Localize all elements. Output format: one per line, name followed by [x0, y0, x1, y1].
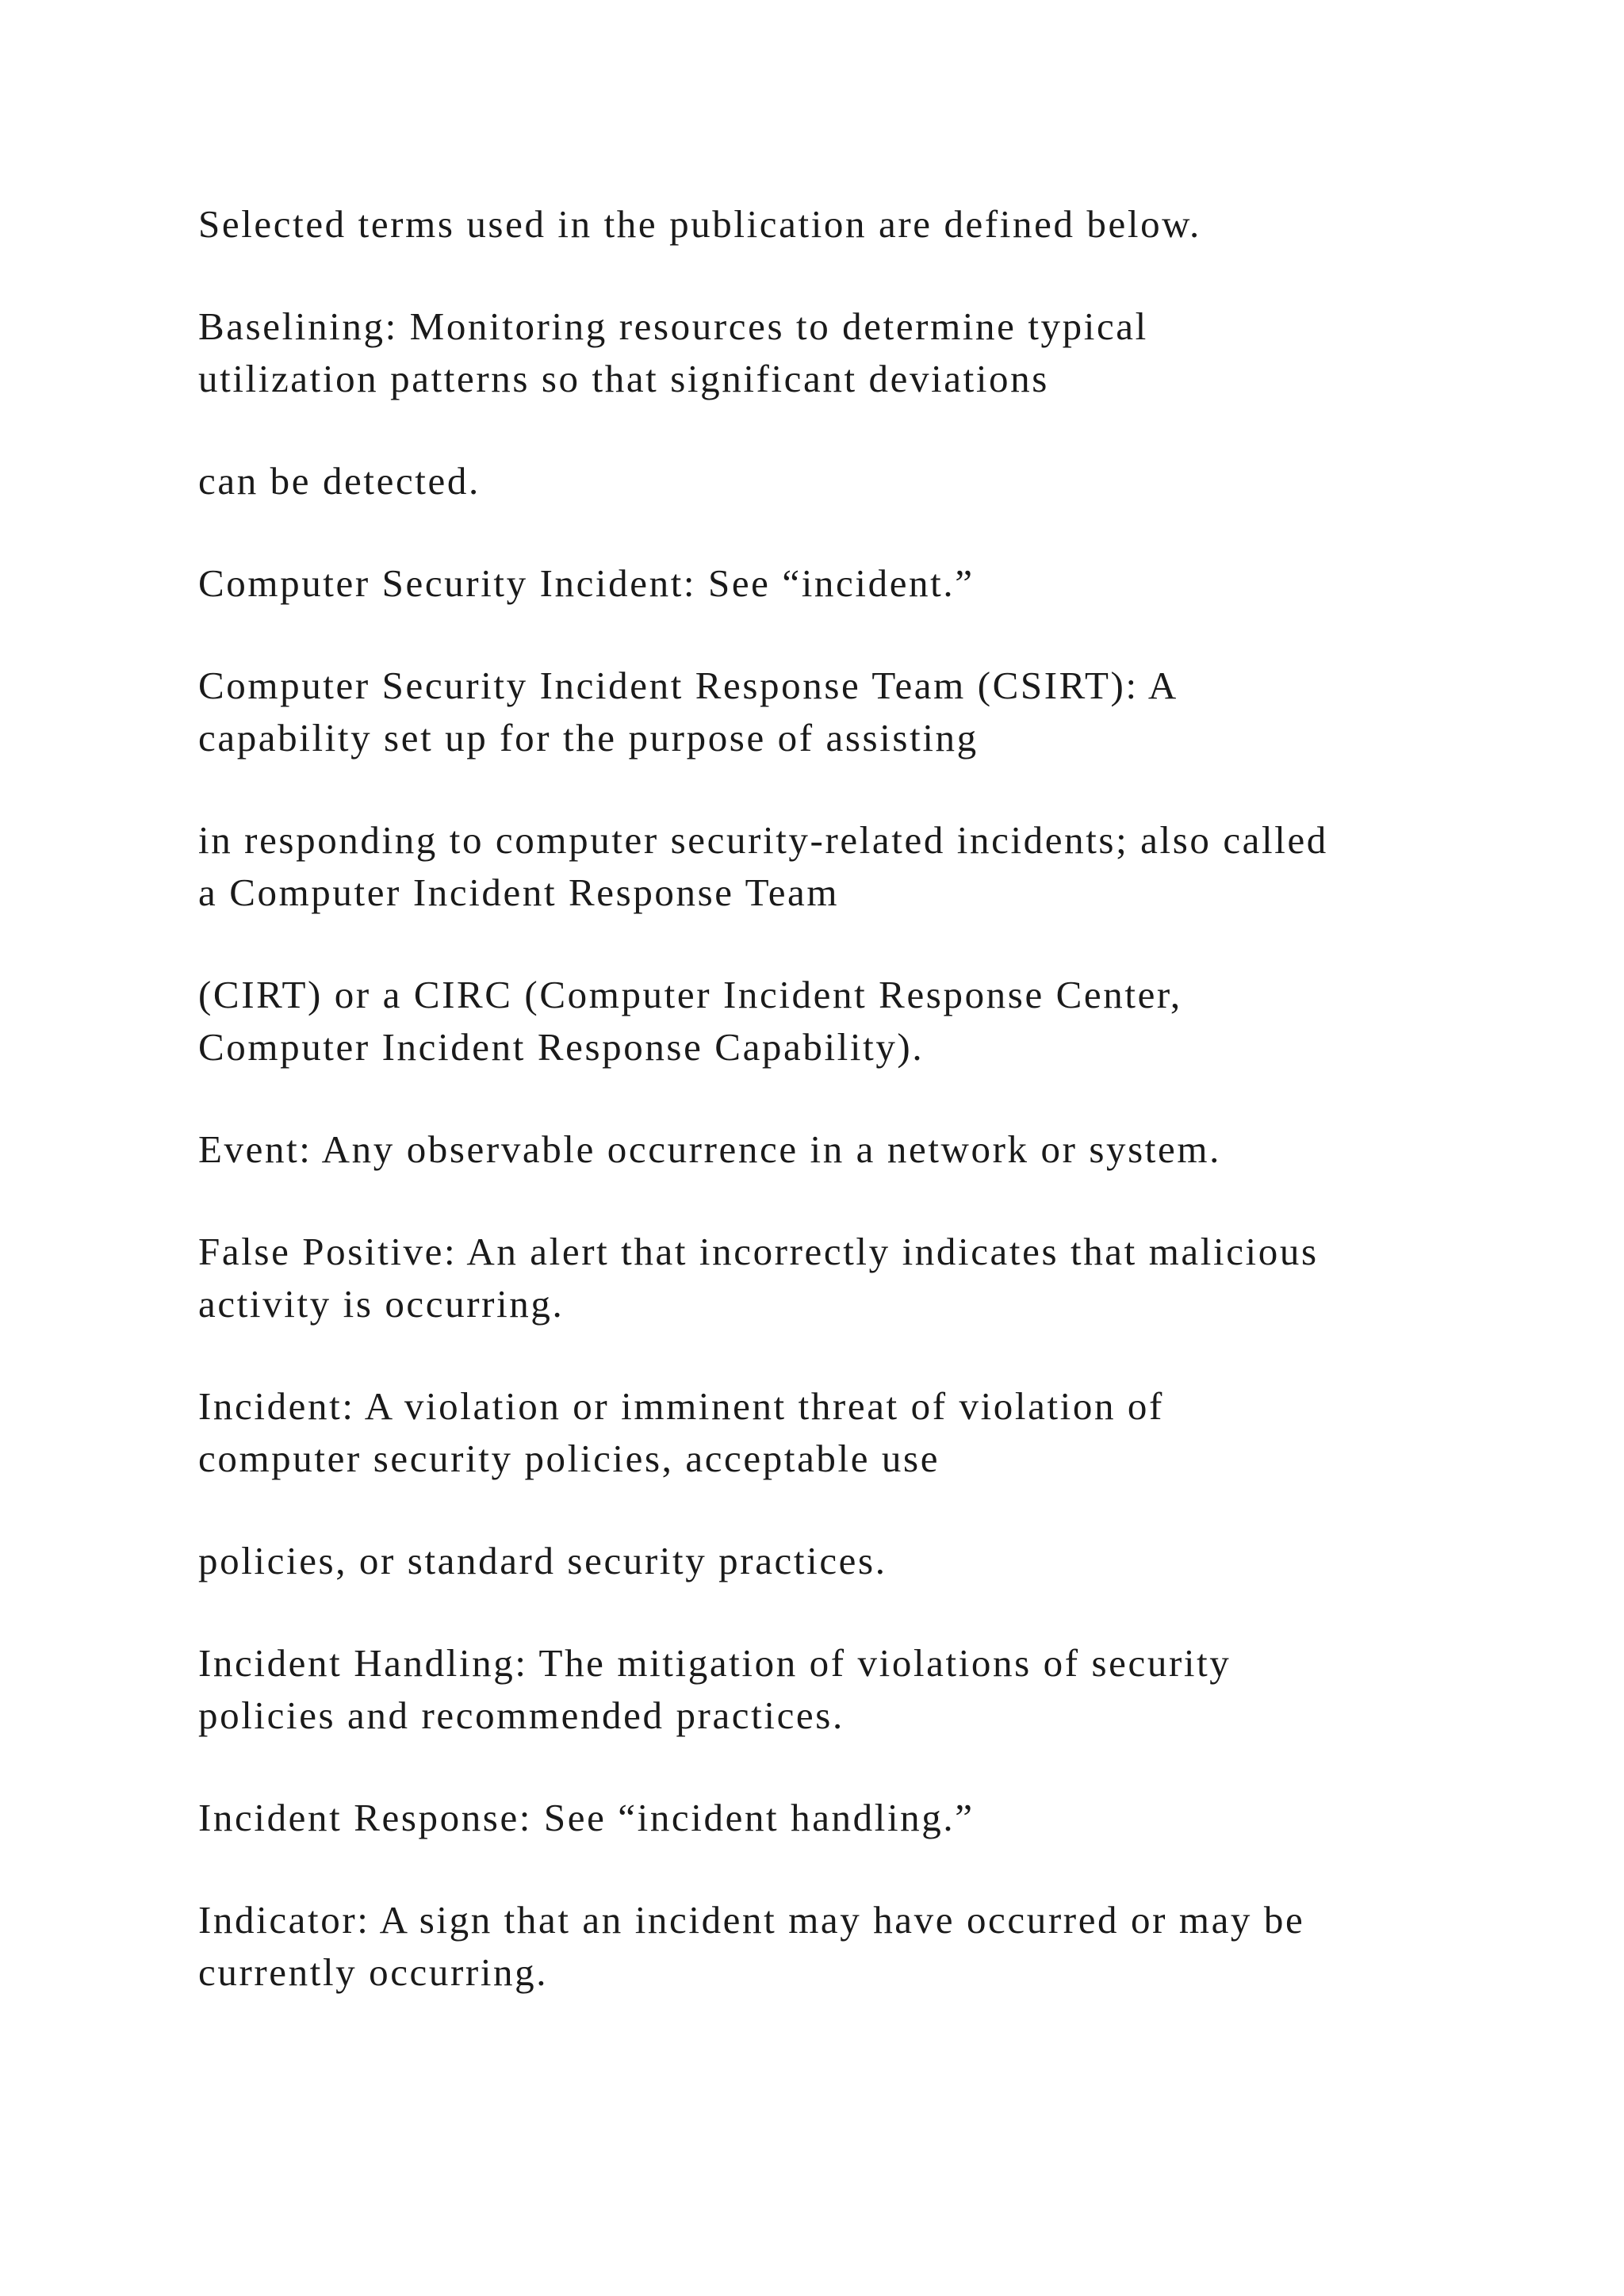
paragraph-baselining-cont [198, 455, 1483, 507]
text-line: can be detected. [198, 459, 481, 503]
text-line: Computer Security Incident: See “incident.” [198, 561, 975, 605]
text-line: in responding to computer security-related incidents; also called [198, 818, 1328, 862]
text-line: False Positive: An alert that incorrectly indicates that malicious [198, 1230, 1319, 1273]
text-line: Incident Response: See “incident handling.” [198, 1796, 975, 1839]
paragraph-incident [198, 1380, 1483, 1485]
paragraph-csirt [198, 660, 1483, 764]
paragraph-incident-response [198, 1792, 1483, 1844]
text-line: capability set up for the purpose of assisting [198, 716, 979, 760]
text-line: Incident Handling: The mitigation of violations of security [198, 1641, 1231, 1685]
paragraph-false-positive [198, 1226, 1483, 1330]
text-line: Incident: A violation or imminent threat of violation of [198, 1384, 1164, 1428]
paragraph-computer-security-incident [198, 557, 1483, 610]
paragraph-event [198, 1123, 1483, 1176]
text-line: Baselining: Monitoring resources to determine typical [198, 304, 1148, 348]
text-line: Selected terms used in the publication are defined below. [198, 202, 1201, 246]
text-line: computer security policies, acceptable use [198, 1437, 940, 1480]
text-line: policies and recommended practices. [198, 1693, 845, 1737]
paragraph-intro [198, 198, 1483, 251]
text-line: utilization patterns so that significant deviations [198, 357, 1049, 400]
text-line: (CIRT) or a CIRC (Computer Incident Response Center, [198, 973, 1182, 1016]
paragraph-csirt-cont-2 [198, 969, 1483, 1073]
document-body [198, 198, 1483, 2049]
text-line: Event: Any observable occurrence in a network or system. [198, 1127, 1221, 1171]
paragraph-csirt-cont-1 [198, 814, 1483, 919]
paragraph-incident-handling [198, 1637, 1483, 1742]
text-line: policies, or standard security practices. [198, 1539, 887, 1582]
text-line: activity is occurring. [198, 1282, 565, 1326]
paragraph-indicator [198, 1894, 1483, 1999]
text-line: Indicator: A sign that an incident may have occurred or may be [198, 1898, 1305, 1942]
text-line: a Computer Incident Response Team [198, 871, 840, 914]
text-line: currently occurring. [198, 1950, 549, 1994]
paragraph-incident-cont [198, 1535, 1483, 1587]
paragraph-baselining [198, 300, 1483, 405]
text-line: Computer Incident Response Capability). [198, 1025, 925, 1069]
text-line: Computer Security Incident Response Team (CSIRT): A [198, 664, 1178, 707]
